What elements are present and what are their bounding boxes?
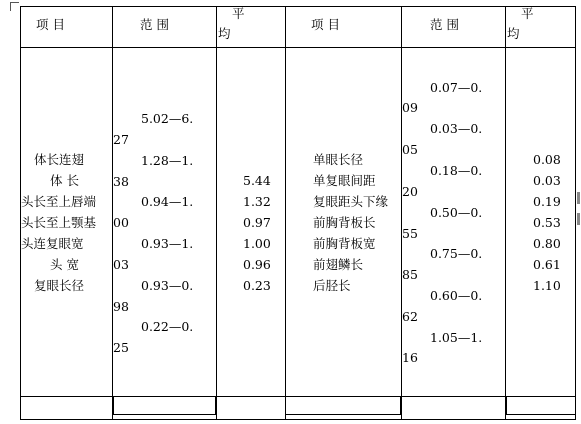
right-range-line: 0.03—0.: [430, 121, 483, 136]
col-border-3: [285, 6, 286, 420]
right-range-line: 16: [402, 350, 418, 365]
header-average-right-top: 平: [521, 6, 534, 21]
header-average-right-bottom: 均: [507, 26, 520, 41]
right-average: 0.08: [533, 152, 561, 167]
right-range-line: 85: [402, 267, 418, 282]
resize-handle-icon[interactable]: [577, 192, 580, 204]
right-range-line: 0.60—0.: [430, 288, 483, 303]
footer-cell-average-right[interactable]: [506, 396, 576, 415]
header-average-left-top: 平: [232, 6, 245, 21]
header-range-right: 范 围: [430, 17, 459, 32]
left-range-line: 27: [113, 132, 129, 147]
left-average: 0.96: [243, 257, 271, 272]
left-average: 0.97: [243, 215, 271, 230]
table-top-border: [20, 6, 576, 7]
right-average: 0.19: [533, 194, 561, 209]
left-item: 头 宽: [50, 257, 79, 272]
right-range-line: 0.07—0.: [430, 80, 483, 95]
header-item-right: 项 目: [311, 17, 340, 32]
left-range-line: 0.93—1.: [141, 236, 194, 251]
left-range-line: 0.93—0.: [141, 278, 194, 293]
left-average: 0.23: [243, 278, 271, 293]
right-item: 前胸背板宽: [313, 236, 376, 251]
left-range-line: 0.22—0.: [141, 319, 194, 334]
right-range-line: 0.75—0.: [430, 246, 483, 261]
col-border-2: [216, 6, 217, 420]
left-range-line: 5.02—6.: [141, 111, 194, 126]
right-item: 单复眼间距: [313, 173, 376, 188]
col-border-5: [505, 6, 506, 420]
left-average: 1.32: [243, 194, 271, 209]
left-range-line: 03: [113, 257, 129, 272]
left-average: 1.00: [243, 236, 271, 251]
footer-cell-range-left[interactable]: [113, 396, 216, 415]
left-range-line: 25: [113, 340, 129, 355]
left-item: 体长连翅: [34, 152, 85, 167]
right-average: 0.53: [533, 215, 561, 230]
table-anchor-icon: [10, 2, 19, 11]
left-item: 体 长: [50, 173, 79, 188]
table-bottom-border: [20, 419, 576, 420]
left-range-line: 1.28—1.: [141, 153, 194, 168]
right-item: 复眼距头下缘: [313, 194, 389, 209]
left-range-line: 00: [113, 215, 129, 230]
right-item: 前胸背板长: [313, 215, 376, 230]
left-range-line: 0.94—1.: [141, 194, 194, 209]
left-item: 复眼长径: [34, 278, 85, 293]
footer-cell-item-right[interactable]: [285, 396, 401, 415]
right-range-line: 20: [402, 184, 418, 199]
left-range-line: 38: [113, 174, 129, 189]
left-item: 头长至上颚基: [21, 215, 97, 230]
right-range-line: 0.18—0.: [430, 163, 483, 178]
left-average: 5.44: [243, 173, 271, 188]
right-average: 1.10: [533, 278, 561, 293]
right-range-line: 05: [402, 142, 418, 157]
right-average: 0.61: [533, 257, 561, 272]
header-bottom-border: [20, 47, 576, 48]
left-item: 头连复眼宽: [21, 236, 84, 251]
right-item: 单眼长径: [313, 152, 364, 167]
right-range-line: 62: [402, 309, 418, 324]
right-average: 0.80: [533, 236, 561, 251]
left-item: 头长至上唇端: [21, 194, 97, 209]
right-average: 0.03: [533, 173, 561, 188]
right-range-line: 09: [402, 100, 418, 115]
header-range-left: 范 围: [140, 17, 169, 32]
header-average-left-bottom: 均: [218, 26, 231, 41]
right-range-line: 55: [402, 226, 418, 241]
header-item-left: 项 目: [36, 17, 65, 32]
col-border-6: [575, 6, 576, 420]
right-range-line: 1.05—1.: [430, 330, 483, 345]
right-item: 前翅鳞长: [313, 257, 364, 272]
right-item: 后胫长: [313, 278, 351, 293]
resize-handle-icon[interactable]: [577, 213, 580, 225]
right-range-line: 0.50—0.: [430, 205, 483, 220]
left-range-line: 98: [113, 299, 129, 314]
